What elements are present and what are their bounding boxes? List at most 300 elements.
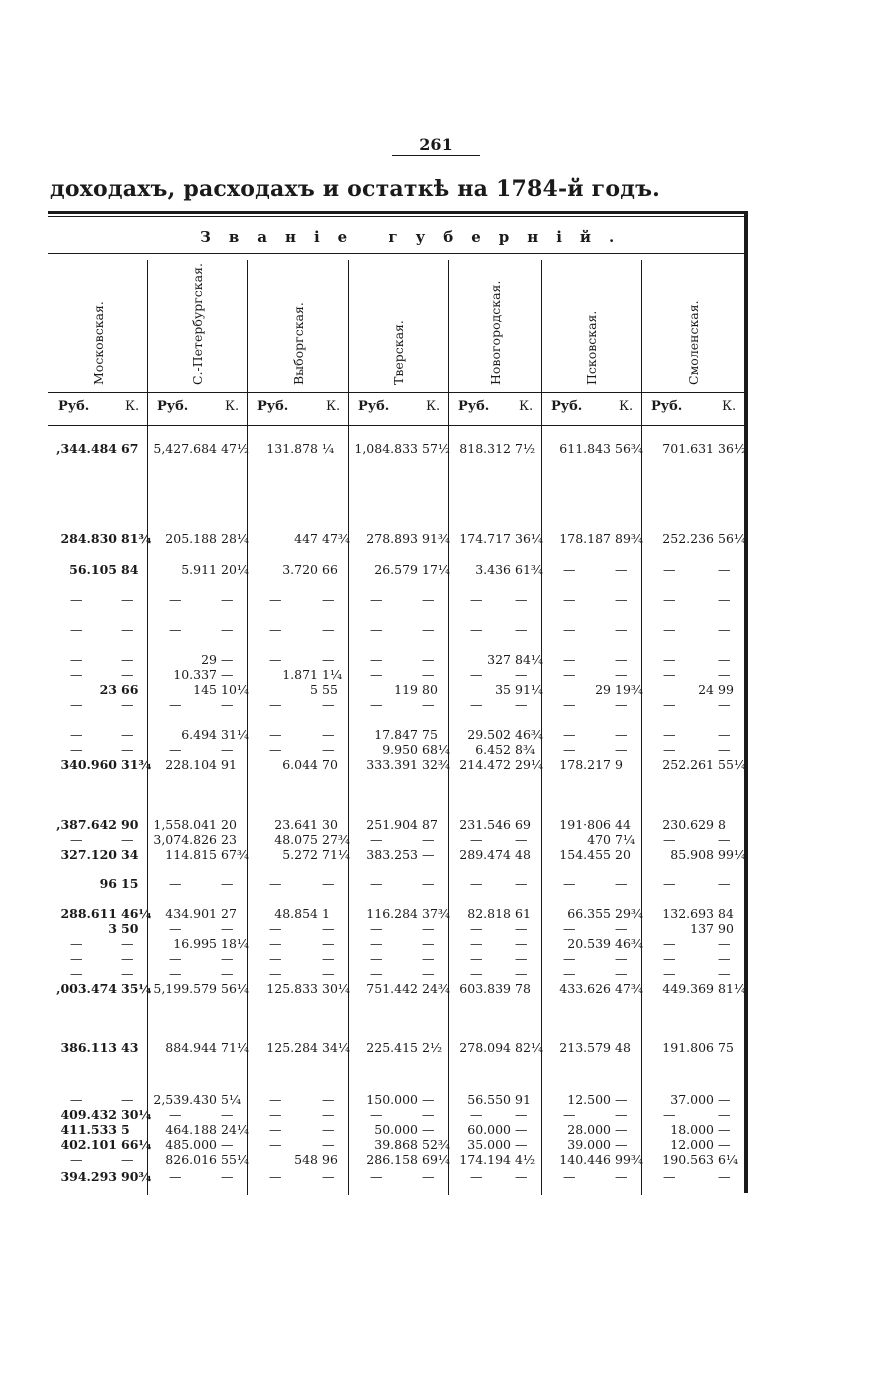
cell-rubles: 327	[487, 652, 511, 667]
cell-kopecks: 7½	[515, 441, 536, 456]
cell-kopecks: —	[615, 592, 628, 607]
cell-rubles: —	[663, 727, 676, 742]
cell-rubles: 9.950	[382, 742, 418, 757]
cell-rubles: 1.871	[282, 667, 318, 682]
cell-rubles: 29.502	[467, 727, 511, 742]
cell-rubles: 1,558.041	[153, 817, 217, 832]
cell-rubles: 35	[495, 682, 511, 697]
cell-rubles: 29	[201, 652, 217, 667]
cell-rubles: —	[663, 876, 676, 891]
cell-rubles: 278.893	[366, 531, 418, 546]
cell-rubles: 485.000	[165, 1137, 217, 1152]
cell-rubles: —	[269, 592, 282, 607]
cell-kopecks: —	[121, 652, 134, 667]
cell-rubles: —	[269, 951, 282, 966]
cell-kopecks: 17¼	[422, 562, 451, 577]
cell-rubles: 434.901	[165, 906, 217, 921]
cell-rubles: 225.415	[366, 1040, 418, 1055]
cell-kopecks: —	[615, 1169, 628, 1184]
cell-rubles: 12.000	[670, 1137, 714, 1152]
cell-rubles: —	[563, 1107, 576, 1122]
cell-kopecks: —	[322, 697, 335, 712]
cell-rubles: 1,084.833	[354, 441, 418, 456]
cell-rubles: 751.442	[366, 981, 418, 996]
cell-rubles: —	[70, 966, 83, 981]
cell-kopecks: 5	[121, 1122, 130, 1137]
cell-rubles: —	[470, 622, 483, 637]
cell-kopecks: —	[718, 1137, 731, 1152]
cell-kopecks: 84	[718, 906, 734, 921]
column-name: Выборгская.	[290, 302, 306, 385]
cell-rubles: —	[169, 742, 182, 757]
unit-rub-label: Руб.	[458, 399, 490, 414]
cell-rubles: —	[70, 742, 83, 757]
cell-rubles: 5	[310, 682, 318, 697]
unit-kop-label: К.	[619, 399, 634, 414]
cell-rubles: —	[169, 921, 182, 936]
cell-rubles: —	[70, 832, 83, 847]
cell-kopecks: 27	[221, 906, 237, 921]
cell-kopecks: —	[121, 667, 134, 682]
page-number: 261	[392, 135, 480, 156]
cell-rubles: —	[269, 652, 282, 667]
cell-kopecks: 87	[422, 817, 438, 832]
unit-rub-label: Руб.	[58, 399, 90, 414]
cell-kopecks: —	[221, 921, 234, 936]
cell-kopecks: 82¼	[515, 1040, 544, 1055]
cell-rubles: 37.000	[670, 1092, 714, 1107]
cell-kopecks: —	[515, 697, 528, 712]
cell-kopecks: —	[322, 622, 335, 637]
cell-kopecks: 36¼	[515, 531, 544, 546]
cell-kopecks: —	[515, 1169, 528, 1184]
cell-kopecks: 69	[515, 817, 531, 832]
cell-kopecks: —	[221, 951, 234, 966]
cell-kopecks: 34	[121, 847, 139, 862]
cell-kopecks: —	[615, 667, 628, 682]
cell-rubles: —	[563, 697, 576, 712]
cell-kopecks: 90¾	[121, 1169, 152, 1184]
cell-kopecks: —	[322, 1137, 335, 1152]
cell-rubles: —	[370, 652, 383, 667]
cell-kopecks: 37¾	[422, 906, 451, 921]
column-name: Псковская.	[584, 310, 599, 385]
cell-rubles: 3.436	[475, 562, 511, 577]
cell-kopecks: —	[515, 1107, 528, 1122]
table-top-border	[48, 211, 748, 214]
cell-kopecks: —	[121, 697, 134, 712]
cell-rubles: 286.158	[366, 1152, 418, 1167]
cell-kopecks: 32¾	[422, 757, 451, 772]
cell-rubles: 29	[595, 682, 611, 697]
unit-kop-label: К.	[519, 399, 534, 414]
cell-kopecks: —	[422, 951, 435, 966]
cell-rubles: 150.000	[366, 1092, 418, 1107]
cell-kopecks: —	[422, 876, 435, 891]
cell-rubles: —	[70, 697, 83, 712]
cell-kopecks: 99¾	[615, 1152, 644, 1167]
cell-rubles: —	[470, 667, 483, 682]
cell-kopecks: 55¼	[221, 1152, 250, 1167]
cell-rubles: —	[663, 667, 676, 682]
cell-kopecks: 7¼	[615, 832, 636, 847]
cell-rubles: 178.217	[559, 757, 611, 772]
cell-kopecks: 71¼	[322, 847, 351, 862]
cell-rubles: 6.494	[181, 727, 217, 742]
cell-rubles: 140.446	[559, 1152, 611, 1167]
cell-kopecks: 27¾	[322, 832, 351, 847]
cell-rubles: —	[663, 562, 676, 577]
cell-rubles: 447	[294, 531, 318, 546]
cell-rubles: —	[370, 592, 383, 607]
table-top-border-inner	[48, 216, 748, 217]
cell-kopecks: —	[221, 742, 234, 757]
cell-kopecks: 46¾	[515, 727, 544, 742]
cell-rubles: —	[269, 742, 282, 757]
cell-kopecks: —	[422, 697, 435, 712]
cell-kopecks: —	[718, 742, 731, 757]
cell-rubles: 5,199.579	[153, 981, 217, 996]
cell-rubles: 191·806	[559, 817, 611, 832]
cell-kopecks: —	[718, 1092, 731, 1107]
cell-rubles: 231.546	[459, 817, 511, 832]
cell-kopecks: —	[322, 727, 335, 742]
cell-kopecks: 75	[718, 1040, 734, 1055]
cell-kopecks: 43	[121, 1040, 139, 1055]
unit-rub-label: Руб.	[651, 399, 683, 414]
cell-kopecks: —	[221, 652, 234, 667]
cell-rubles: —	[269, 1169, 282, 1184]
cell-rubles: 6.452	[475, 742, 511, 757]
cell-rubles: —	[370, 622, 383, 637]
cell-kopecks: —	[422, 667, 435, 682]
cell-kopecks: —	[718, 592, 731, 607]
cell-kopecks: —	[422, 1107, 435, 1122]
cell-kopecks: —	[718, 562, 731, 577]
cell-rubles: —	[563, 742, 576, 757]
cell-rubles: —	[269, 1137, 282, 1152]
cell-rubles: —	[269, 921, 282, 936]
cell-kopecks: 30¼	[322, 981, 351, 996]
cell-kopecks: —	[322, 1092, 335, 1107]
cell-kopecks: 66	[322, 562, 338, 577]
cell-kopecks: 57½	[422, 441, 451, 456]
cell-rubles: —	[370, 1107, 383, 1122]
cell-rubles: —	[470, 951, 483, 966]
cell-rubles: 119	[394, 682, 418, 697]
cell-kopecks: —	[221, 667, 234, 682]
cell-kopecks: 52¾	[422, 1137, 451, 1152]
cell-kopecks: —	[615, 622, 628, 637]
cell-rubles: 284.830	[60, 531, 117, 546]
cell-kopecks: —	[718, 622, 731, 637]
cell-rubles: 6.044	[282, 757, 318, 772]
cell-kopecks: —	[615, 951, 628, 966]
cell-rubles: —	[169, 966, 182, 981]
cell-rubles: 3,074.826	[153, 832, 217, 847]
cell-kopecks: —	[121, 966, 134, 981]
cell-kopecks: 67	[121, 441, 139, 456]
cell-rubles: —	[70, 1092, 83, 1107]
cell-kopecks: 89¾	[615, 531, 644, 546]
cell-kopecks: —	[221, 622, 234, 637]
cell-kopecks: —	[615, 727, 628, 742]
cell-rubles: 213.579	[559, 1040, 611, 1055]
cell-kopecks: 47¾	[322, 531, 351, 546]
cell-kopecks: 20	[221, 817, 237, 832]
cell-kopecks: —	[121, 742, 134, 757]
cell-kopecks: —	[221, 1107, 234, 1122]
cell-kopecks: —	[221, 876, 234, 891]
cell-rubles: —	[169, 951, 182, 966]
cell-kopecks: —	[515, 832, 528, 847]
cell-kopecks: 84	[121, 562, 139, 577]
cell-kopecks: —	[615, 876, 628, 891]
cell-kopecks: —	[515, 966, 528, 981]
cell-kopecks: —	[718, 832, 731, 847]
cell-kopecks: —	[322, 966, 335, 981]
cell-kopecks: 24¼	[221, 1122, 250, 1137]
cell-rubles: 125.833	[266, 981, 318, 996]
cell-kopecks: 50	[121, 921, 139, 936]
cell-rubles: 278.094	[459, 1040, 511, 1055]
cell-kopecks: 91¾	[422, 531, 451, 546]
cell-rubles: —	[269, 697, 282, 712]
cell-rubles: ,003.474	[56, 981, 117, 996]
unit-rub-label: Руб.	[358, 399, 390, 414]
cell-kopecks: 44	[615, 817, 631, 832]
unit-kop-label: К.	[225, 399, 240, 414]
cell-kopecks: —	[221, 1169, 234, 1184]
cell-rubles: —	[370, 966, 383, 981]
cell-rubles: ,387.642	[56, 817, 117, 832]
cell-kopecks: —	[121, 592, 134, 607]
cell-rubles: 433.626	[559, 981, 611, 996]
cell-kopecks: 46¾	[615, 936, 644, 951]
cell-rubles: —	[370, 1169, 383, 1184]
cell-rubles: 251.904	[366, 817, 418, 832]
cell-rubles: —	[663, 966, 676, 981]
cell-rubles: —	[663, 951, 676, 966]
cell-rubles: 24	[698, 682, 714, 697]
header-divider	[48, 253, 745, 254]
cell-kopecks: —	[615, 652, 628, 667]
cell-rubles: 131.878	[266, 441, 318, 456]
cell-kopecks: 56¾	[615, 441, 644, 456]
cell-rubles: 50.000	[374, 1122, 418, 1137]
cell-rubles: 214.472	[459, 757, 511, 772]
cell-kopecks: 61¾	[515, 562, 544, 577]
cell-rubles: —	[470, 936, 483, 951]
cell-rubles: 35.000	[467, 1137, 511, 1152]
cell-kopecks: 36½	[718, 441, 747, 456]
cell-kopecks: —	[718, 727, 731, 742]
cell-kopecks: —	[322, 936, 335, 951]
cell-rubles: 28.000	[567, 1122, 611, 1137]
cell-rubles: 818.312	[459, 441, 511, 456]
cell-rubles: —	[269, 1107, 282, 1122]
cell-kopecks: 71¼	[221, 1040, 250, 1055]
cell-rubles: 174.717	[459, 531, 511, 546]
cell-kopecks: —	[615, 562, 628, 577]
cell-rubles: 2,539.430	[153, 1092, 217, 1107]
cell-kopecks: —	[515, 1137, 528, 1152]
cell-rubles: —	[563, 876, 576, 891]
cell-kopecks: 10¼	[221, 682, 250, 697]
cell-rubles: —	[269, 727, 282, 742]
cell-rubles: 85.908	[670, 847, 714, 862]
cell-kopecks: —	[121, 832, 134, 847]
cell-kopecks: 9	[615, 757, 623, 772]
cell-rubles: 56.550	[467, 1092, 511, 1107]
cell-rubles: 137	[690, 921, 714, 936]
cell-kopecks: —	[515, 921, 528, 936]
cell-kopecks: —	[422, 1169, 435, 1184]
cell-rubles: —	[470, 697, 483, 712]
cell-kopecks: —	[422, 832, 435, 847]
cell-kopecks: 56¼	[221, 981, 250, 996]
column-name: Тверская.	[391, 320, 406, 385]
cell-kopecks: —	[615, 1092, 628, 1107]
cell-rubles: 826.016	[165, 1152, 217, 1167]
cell-kopecks: —	[718, 1169, 731, 1184]
unit-rub-label: Руб.	[257, 399, 289, 414]
column-separator	[147, 260, 148, 1195]
cell-rubles: —	[663, 1169, 676, 1184]
cell-rubles: 5.272	[282, 847, 318, 862]
cell-rubles: —	[663, 697, 676, 712]
cell-rubles: 82.818	[467, 906, 511, 921]
cell-rubles: —	[70, 622, 83, 637]
cell-rubles: —	[169, 622, 182, 637]
cell-kopecks: 66¼	[121, 1137, 152, 1152]
cell-kopecks: 91	[221, 757, 237, 772]
cell-rubles: 252.261	[662, 757, 714, 772]
cell-kopecks: 80	[422, 682, 438, 697]
cell-rubles: 884.944	[165, 1040, 217, 1055]
cell-kopecks: 81¼	[718, 981, 747, 996]
group-title: Званіе губерній.	[200, 228, 633, 246]
cell-kopecks: —	[515, 951, 528, 966]
cell-rubles: 48.854	[274, 906, 318, 921]
cell-rubles: 464.188	[165, 1122, 217, 1137]
cell-kopecks: 29¾	[615, 906, 644, 921]
cell-rubles: 383.253	[366, 847, 418, 862]
cell-rubles: 17.847	[374, 727, 418, 742]
cell-kopecks: —	[718, 936, 731, 951]
cell-rubles: 252.236	[662, 531, 714, 546]
cell-kopecks: 47¾	[615, 981, 644, 996]
cell-rubles: 402.101	[60, 1137, 117, 1152]
cell-kopecks: —	[221, 1137, 234, 1152]
cell-kopecks: —	[515, 1122, 528, 1137]
cell-rubles: —	[470, 1169, 483, 1184]
cell-kopecks: 90	[121, 817, 139, 832]
cell-kopecks: —	[121, 1152, 134, 1167]
cell-rubles: —	[269, 1092, 282, 1107]
cell-kopecks: —	[615, 1137, 628, 1152]
cell-rubles: —	[663, 742, 676, 757]
cell-rubles: —	[370, 936, 383, 951]
cell-kopecks: 23	[221, 832, 237, 847]
cell-rubles: 23	[99, 682, 117, 697]
cell-rubles: 66.355	[567, 906, 611, 921]
cell-rubles: —	[470, 592, 483, 607]
cell-rubles: 174.194	[459, 1152, 511, 1167]
cell-rubles: —	[370, 667, 383, 682]
cell-rubles: —	[563, 951, 576, 966]
cell-rubles: —	[169, 1107, 182, 1122]
unit-kop-label: К.	[125, 399, 140, 414]
cell-rubles: —	[269, 966, 282, 981]
cell-rubles: —	[370, 921, 383, 936]
cell-rubles: —	[470, 1107, 483, 1122]
cell-rubles: 611.843	[559, 441, 611, 456]
cell-kopecks: ¼	[322, 441, 335, 456]
cell-rubles: —	[563, 667, 576, 682]
cell-kopecks: —	[422, 622, 435, 637]
cell-rubles: 191.806	[662, 1040, 714, 1055]
cell-rubles: —	[269, 622, 282, 637]
cell-kopecks: —	[515, 592, 528, 607]
cell-kopecks: 99¼	[718, 847, 747, 862]
cell-rubles: —	[663, 652, 676, 667]
cell-rubles: 26.579	[374, 562, 418, 577]
cell-rubles: 125.284	[266, 1040, 318, 1055]
cell-kopecks: —	[718, 652, 731, 667]
cell-kopecks: 46¼	[121, 906, 152, 921]
cell-kopecks: —	[422, 1092, 435, 1107]
cell-kopecks: 99	[718, 682, 734, 697]
cell-rubles: —	[169, 697, 182, 712]
cell-kopecks: 30	[322, 817, 338, 832]
cell-rubles: 205.188	[165, 531, 217, 546]
cell-kopecks: 31¼	[221, 727, 250, 742]
column-separator	[641, 260, 642, 1195]
cell-rubles: 548	[294, 1152, 318, 1167]
cell-rubles: 603.839	[459, 981, 511, 996]
cell-kopecks: 66	[121, 682, 139, 697]
cell-rubles: —	[70, 936, 83, 951]
cell-rubles: —	[70, 1152, 83, 1167]
cell-rubles: 5,427.684	[153, 441, 217, 456]
cell-kopecks: —	[322, 652, 335, 667]
cell-rubles: 409.432	[60, 1107, 117, 1122]
cell-rubles: 39.868	[374, 1137, 418, 1152]
cell-rubles: 114.815	[165, 847, 217, 862]
cell-kopecks: 61	[515, 906, 531, 921]
cell-kopecks: —	[322, 592, 335, 607]
cell-kopecks: 55¼	[718, 757, 747, 772]
cell-kopecks: —	[221, 697, 234, 712]
cell-kopecks: 81¾	[121, 531, 152, 546]
cell-kopecks: 6¼	[718, 1152, 739, 1167]
cell-rubles: 470	[587, 832, 611, 847]
cell-rubles: —	[563, 1169, 576, 1184]
cell-kopecks: 5¼	[221, 1092, 242, 1107]
cell-kopecks: 4½	[515, 1152, 536, 1167]
cell-kopecks: —	[322, 876, 335, 891]
cell-rubles: 289.474	[459, 847, 511, 862]
unit-rub-label: Руб.	[157, 399, 189, 414]
cell-rubles: 23.641	[274, 817, 318, 832]
cell-kopecks: 96	[322, 1152, 338, 1167]
cell-rubles: —	[663, 592, 676, 607]
cell-kopecks: 68¼	[422, 742, 451, 757]
cell-kopecks: 8	[718, 817, 726, 832]
cell-kopecks: 35¼	[121, 981, 152, 996]
cell-kopecks: —	[718, 1122, 731, 1137]
